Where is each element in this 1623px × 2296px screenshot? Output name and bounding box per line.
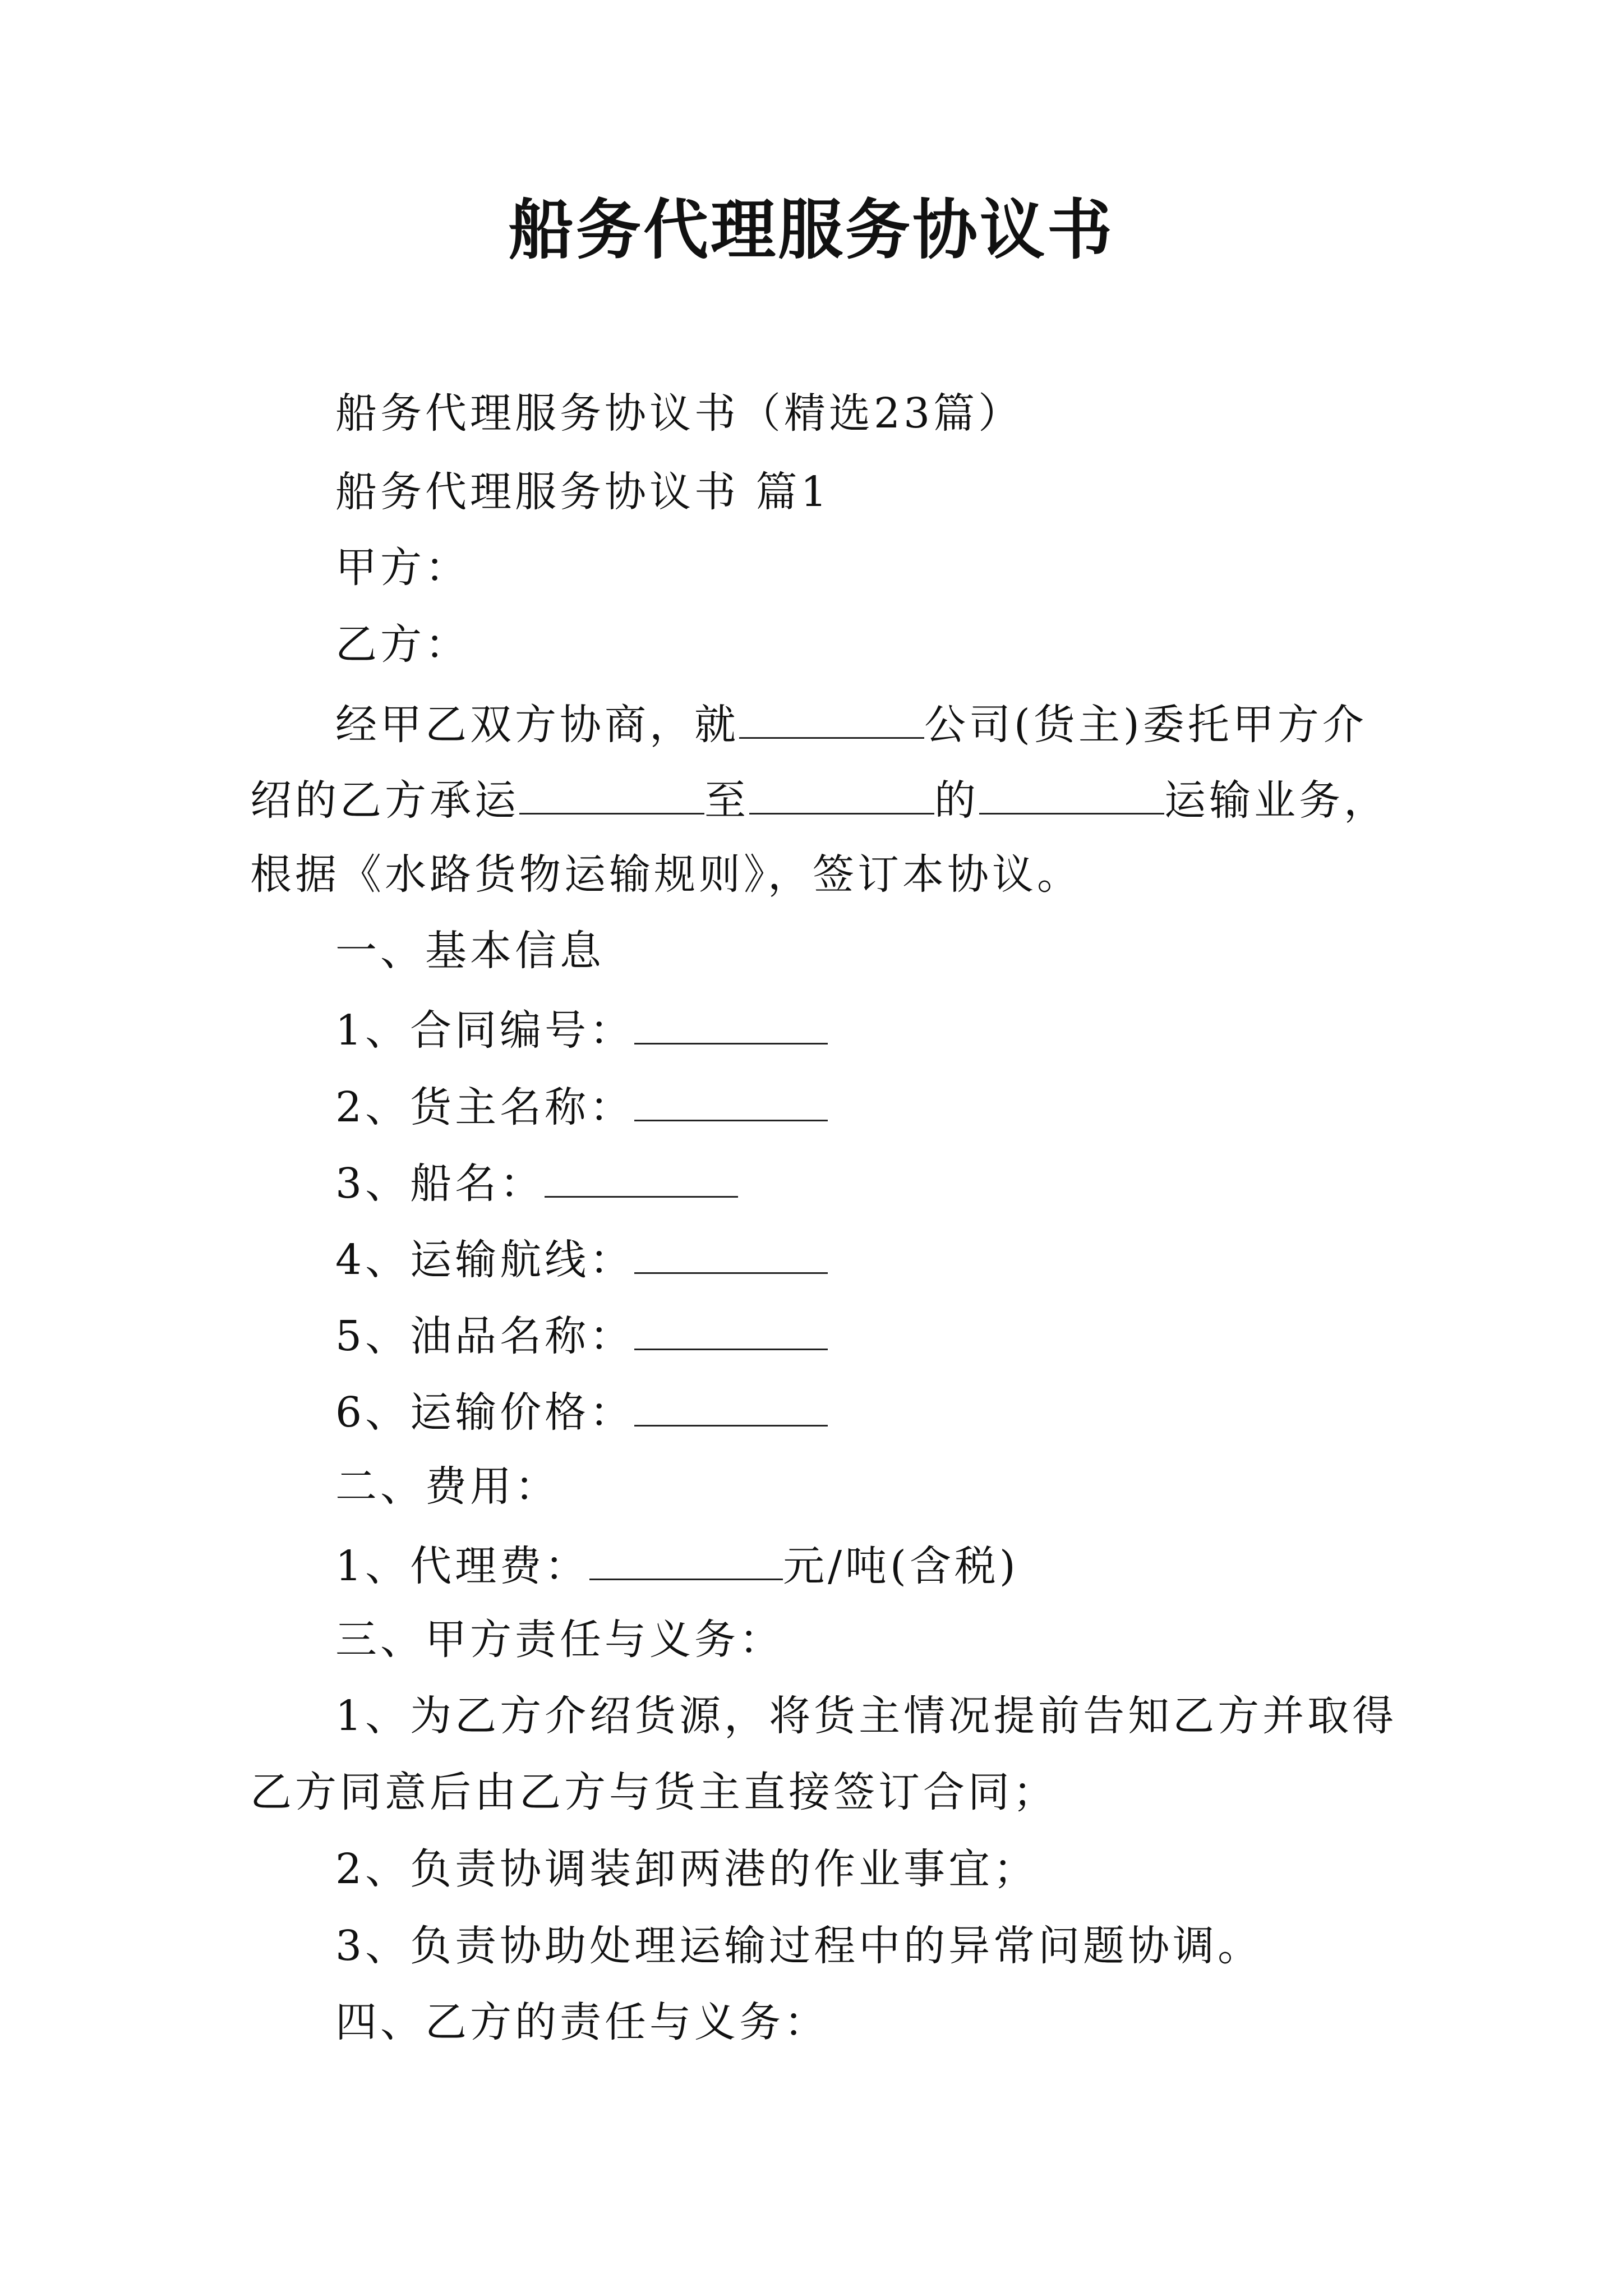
blank-field [519, 777, 704, 815]
blank-field [634, 1236, 828, 1274]
intro-text: 至 [704, 776, 749, 825]
duty-a-item-3: 3、负责协助处理运输过程中的异常问题协调。 [335, 1922, 1263, 1970]
info-item-ship-name [335, 1159, 738, 1208]
duty-a-item-1-line-2: 乙方同意后由乙方与货主直接签订合同； [250, 1768, 1058, 1816]
party-b-label: 乙方： [335, 620, 470, 669]
party-a-label: 甲方： [335, 544, 470, 592]
blank-field [634, 1007, 828, 1045]
intro-text: 经甲乙双方协商，就 [335, 701, 739, 749]
info-item-route [335, 1236, 828, 1284]
info-label: 5、油品名称： [335, 1312, 635, 1360]
section-1-heading: 一、基本信息 [335, 927, 605, 975]
blank-field [545, 1160, 738, 1198]
info-item-price [335, 1388, 828, 1437]
info-label: 3、船名： [335, 1159, 545, 1208]
intro-line-2 [250, 776, 1389, 825]
subtitle: 船务代理服务协议书（精选23篇） [335, 389, 1023, 438]
info-label: 4、运输航线： [335, 1236, 635, 1284]
info-item-shipper [335, 1083, 828, 1131]
intro-text: 公司(货主)委托甲方介 [924, 701, 1367, 749]
blank-field [634, 1084, 828, 1121]
info-item-contract-no [335, 1006, 828, 1055]
info-label: 2、货主名称： [335, 1083, 635, 1131]
intro-line-3: 根据《水路货物运输规则》，签订本协议。 [250, 850, 1082, 899]
intro-text: 的 [934, 776, 979, 825]
fee-label: 1、代理费： [335, 1542, 590, 1590]
document-title: 船务代理服务协议书 [509, 192, 1114, 268]
blank-field [634, 1313, 828, 1350]
intro-text: 运输业务， [1164, 776, 1389, 825]
info-label: 1、合同编号： [335, 1006, 635, 1055]
intro-line-1 [335, 701, 1367, 749]
intro-text: 绍的乙方承运 [250, 776, 519, 825]
blank-field [749, 777, 934, 815]
duty-a-item-1-line-1: 1、为乙方介绍货源，将货主情况提前告知乙方并取得 [335, 1692, 1398, 1740]
info-label: 6、运输价格： [335, 1388, 635, 1437]
part-heading: 船务代理服务协议书 篇1 [335, 468, 831, 516]
blank-field [589, 1543, 783, 1580]
duty-a-item-2: 2、负责协调装卸两港的作业事宜； [335, 1845, 1039, 1893]
fee-item [335, 1542, 1019, 1590]
section-2-heading: 二、费用： [335, 1462, 560, 1511]
blank-field [979, 777, 1164, 815]
section-4-heading: 四、乙方的责任与义务： [335, 1998, 829, 2046]
section-3-heading: 三、甲方责任与义务： [335, 1616, 784, 1664]
fee-unit: 元/吨(含税) [783, 1542, 1019, 1590]
blank-field [739, 701, 924, 739]
blank-field [634, 1389, 828, 1427]
info-item-oil-name [335, 1312, 828, 1360]
